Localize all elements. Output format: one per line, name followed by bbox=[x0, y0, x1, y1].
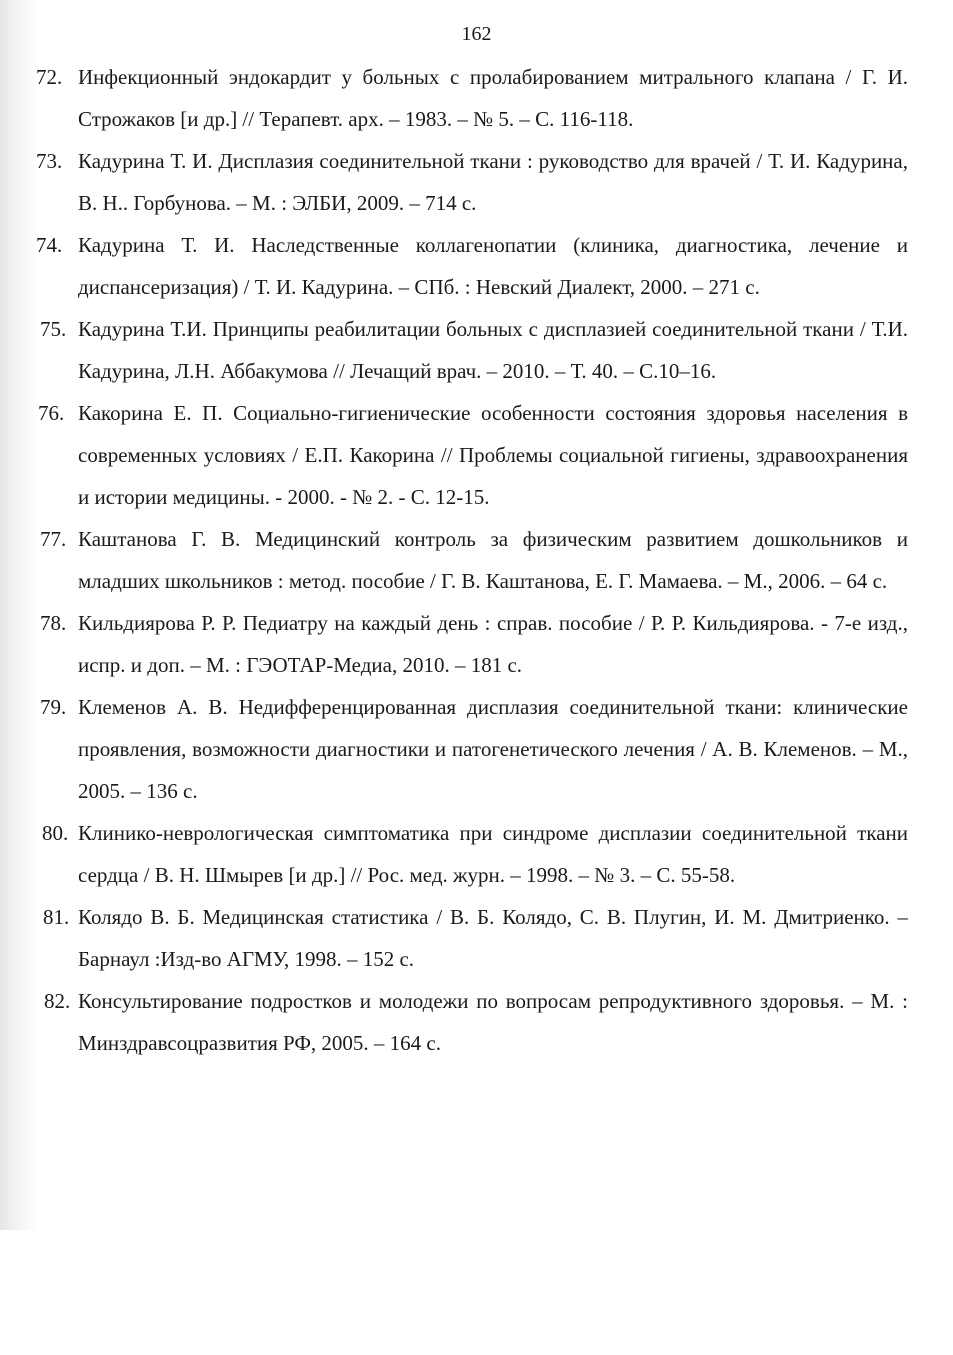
reference-text: Колядо В. Б. Медицинская статистика / В. Б. Колядо, С. В. Плугин, И. М. Дмитриенко. – Барнаул :Изд-во АГМУ, 1998. – 152 с. bbox=[78, 905, 908, 971]
reference-number: 74. bbox=[36, 233, 63, 257]
reference-item bbox=[0, 980, 953, 1064]
reference-number: 75. bbox=[40, 317, 67, 341]
page-number: 162 bbox=[461, 23, 492, 45]
reference-number: 77. bbox=[40, 527, 67, 551]
reference-item bbox=[0, 140, 953, 224]
reference-number: 76. bbox=[38, 401, 65, 425]
reference-number: 82. bbox=[44, 989, 71, 1013]
reference-text: Кадурина Т. И. Наследственные коллагенопатии (клиника, диагностика, лечение и диспансеризация) / Т. И. Кадурина. – СПб. : Невский Диалект, 2000. – 271 с. bbox=[78, 233, 908, 299]
reference-item bbox=[0, 602, 953, 686]
reference-item bbox=[0, 392, 953, 518]
reference-text: Консультирование подростков и молодежи по вопросам репродуктивного здоровья. – М. : Минздравсоцразвития РФ, 2005. – 164 с. bbox=[78, 989, 908, 1055]
reference-text: Инфекционный эндокардит у больных с пролабированием митрального клапана / Г. И. Строжаков [и др.] // Терапевт. арх. – 1983. – № 5. – С. 116-118. bbox=[78, 65, 908, 131]
reference-text: Клинико-неврологическая симптоматика при синдроме дисплазии соединительной ткани сердца / В. Н. Шмырев [и др.] // Рос. мед. журн. – 1998. – № 3. – С. 55-58. bbox=[78, 821, 908, 887]
reference-text: Клеменов А. В. Недифференцированная дисплазия соединительной ткани: клинические проявления, возможности диагностики и патогенетического лечения / А. В. Клеменов. – М., 2005. – 136 с. bbox=[78, 695, 908, 803]
reference-item bbox=[0, 812, 953, 896]
reference-number: 79. bbox=[40, 695, 67, 719]
reference-item bbox=[0, 686, 953, 812]
reference-item bbox=[0, 896, 953, 980]
reference-text: Какорина Е. П. Социально-гигиенические особенности состояния здоровья населения в современных условиях / Е.П. Какорина // Проблемы социальной гигиены, здравоохранения и истории медицины. - 2000. - № 2. - С. 12-15. bbox=[78, 401, 908, 509]
reference-number: 80. bbox=[42, 821, 69, 845]
reference-item bbox=[0, 518, 953, 602]
reference-item bbox=[0, 224, 953, 308]
reference-text: Кадурина Т.И. Принципы реабилитации больных с дисплазией соединительной ткани / Т.И. Кадурина, Л.Н. Аббакумова // Лечащий врач. – 2010. – Т. 40. – С.10–16. bbox=[78, 317, 908, 383]
reference-number: 72. bbox=[36, 65, 63, 89]
reference-item bbox=[0, 308, 953, 392]
reference-text: Кадурина Т. И. Дисплазия соединительной ткани : руководство для врачей / Т. И. Кадурина, В. Н.. Горбунова. – М. : ЭЛБИ, 2009. – 714 с. bbox=[78, 149, 908, 215]
reference-number: 73. bbox=[36, 149, 63, 173]
reference-list bbox=[0, 56, 953, 1064]
reference-number: 81. bbox=[43, 905, 70, 929]
reference-text: Каштанова Г. В. Медицинский контроль за физическим развитием дошкольников и младших школьников : метод. пособие / Г. В. Каштанова, Е. Г. Мамаева. – М., 2006. – 64 с. bbox=[78, 527, 908, 593]
reference-text: Кильдиярова Р. Р. Педиатру на каждый день : справ. пособие / Р. Р. Кильдиярова. - 7-е изд., испр. и доп. – М. : ГЭОТАР-Медиа, 2010. – 181 с. bbox=[78, 611, 908, 677]
reference-item bbox=[0, 56, 953, 140]
reference-number: 78. bbox=[40, 611, 67, 635]
